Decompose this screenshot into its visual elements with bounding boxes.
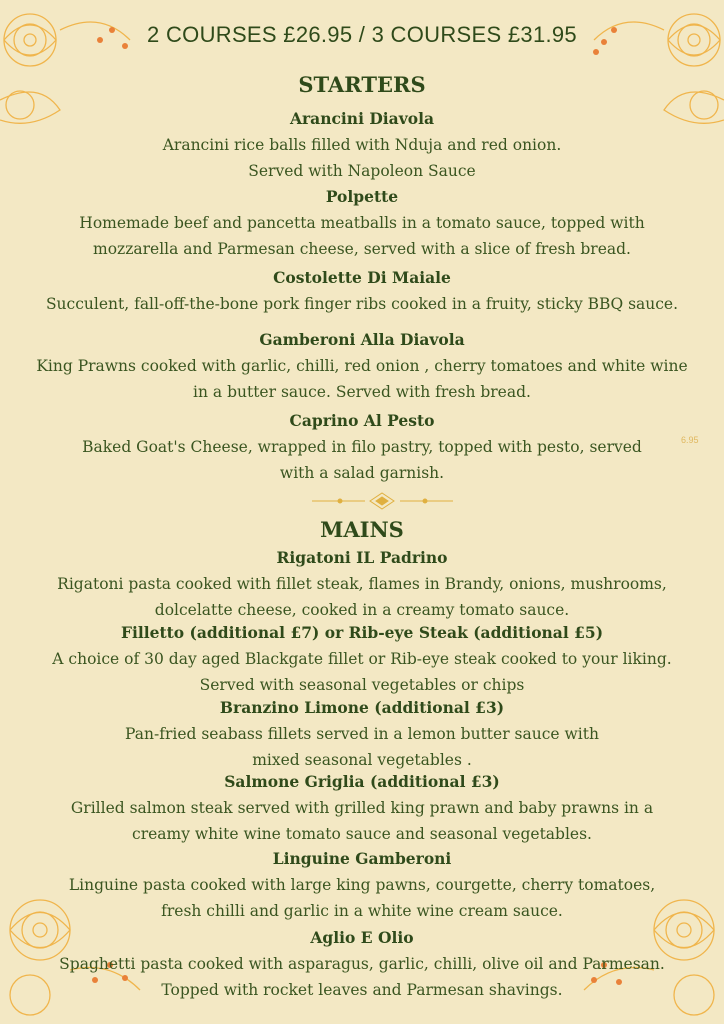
dish-description-line: mixed seasonal vegetables .	[252, 751, 472, 769]
dish-description-line: Linguine pasta cooked with large king pawns, courgette, cherry tomatoes,	[68, 876, 656, 894]
dish-description-line: Grilled salmon steak served with grilled king prawn and baby prawns in a	[70, 799, 654, 817]
dish-description-line: Succulent, fall-off-the-bone pork finger ribs cooked in a fruity, sticky BBQ sauce.	[45, 295, 679, 313]
dish-description-line: Pan-fried seabass fillets served in a lemon butter sauce with	[125, 725, 599, 743]
dish-description-line: fresh chilli and garlic in a white wine cream sauce.	[161, 902, 563, 920]
dish-description-line: with a salad garnish.	[279, 464, 445, 482]
dish-description	[0, 132, 724, 184]
dish-description-line: Topped with rocket leaves and Parmesan shavings.	[161, 981, 563, 999]
dish-description-line: Baked Goat's Cheese, wrapped in filo pastry, topped with pesto, served	[82, 438, 642, 456]
dish-description-line: A choice of 30 day aged Blackgate fillet or Rib-eye steak cooked to your liking.	[52, 650, 672, 668]
dish-name: Gamberoni Alla Diavola	[259, 330, 465, 349]
mains-title: MAINS	[320, 517, 404, 542]
dish-description	[0, 872, 724, 924]
dish-description	[0, 210, 724, 262]
dish-description	[0, 951, 724, 1003]
dish-name: Rigatoni IL Padrino	[276, 548, 448, 567]
dish-description	[0, 795, 724, 847]
dish-description	[0, 646, 724, 698]
dish-description-line: Served with Napoleon Sauce	[248, 162, 476, 180]
dish-description-line: dolcelatte cheese, cooked in a creamy tomato sauce.	[154, 601, 570, 619]
dish-description	[0, 291, 724, 317]
dish-name: Filletto (additional £7) or Rib-eye Steak (additional £5)	[120, 623, 604, 642]
ornamental-divider-icon	[310, 490, 455, 512]
dish-name: Polpette	[325, 187, 399, 206]
dish-description-line: Arancini rice balls filled with Nduja and red onion.	[162, 136, 562, 154]
dish-description	[0, 721, 724, 773]
dish-name: Aglio E Olio	[310, 928, 414, 947]
dish-name: Branzino Limone (additional £3)	[219, 698, 505, 717]
dish-name: Salmone Griglia (additional £3)	[224, 772, 500, 791]
dish-description-line: Spaghetti pasta cooked with asparagus, garlic, chilli, olive oil and Parmesan.	[59, 955, 665, 973]
dish-description-line: mozzarella and Parmesan cheese, served with a slice of fresh bread.	[93, 240, 631, 258]
dish-name: Caprino Al Pesto	[289, 411, 435, 430]
dish-description	[0, 434, 724, 486]
dish-name: Linguine Gamberoni	[272, 849, 452, 868]
course-price-header: 2 COURSES £26.95 / 3 COURSES £31.95	[147, 22, 577, 47]
dish-name: Arancini Diavola	[289, 109, 435, 128]
dish-description-line: Served with seasonal vegetables or chips	[199, 676, 525, 694]
dish-name: Costolette Di Maiale	[273, 268, 451, 287]
dish-description-line: Homemade beef and pancetta meatballs in a tomato sauce, topped with	[79, 214, 645, 232]
dish-price: 6.95	[681, 435, 699, 445]
dish-description	[0, 353, 724, 405]
dish-description-line: Rigatoni pasta cooked with fillet steak, flames in Brandy, onions, mushrooms,	[57, 575, 667, 593]
dish-description-line: creamy white wine tomato sauce and seasonal vegetables.	[132, 825, 592, 843]
starters-title: STARTERS	[298, 72, 426, 97]
dish-description-line: King Prawns cooked with garlic, chilli, red onion , cherry tomatoes and white wine	[36, 357, 688, 375]
dish-description	[0, 571, 724, 623]
dish-description-line: in a butter sauce. Served with fresh bread.	[193, 383, 531, 401]
